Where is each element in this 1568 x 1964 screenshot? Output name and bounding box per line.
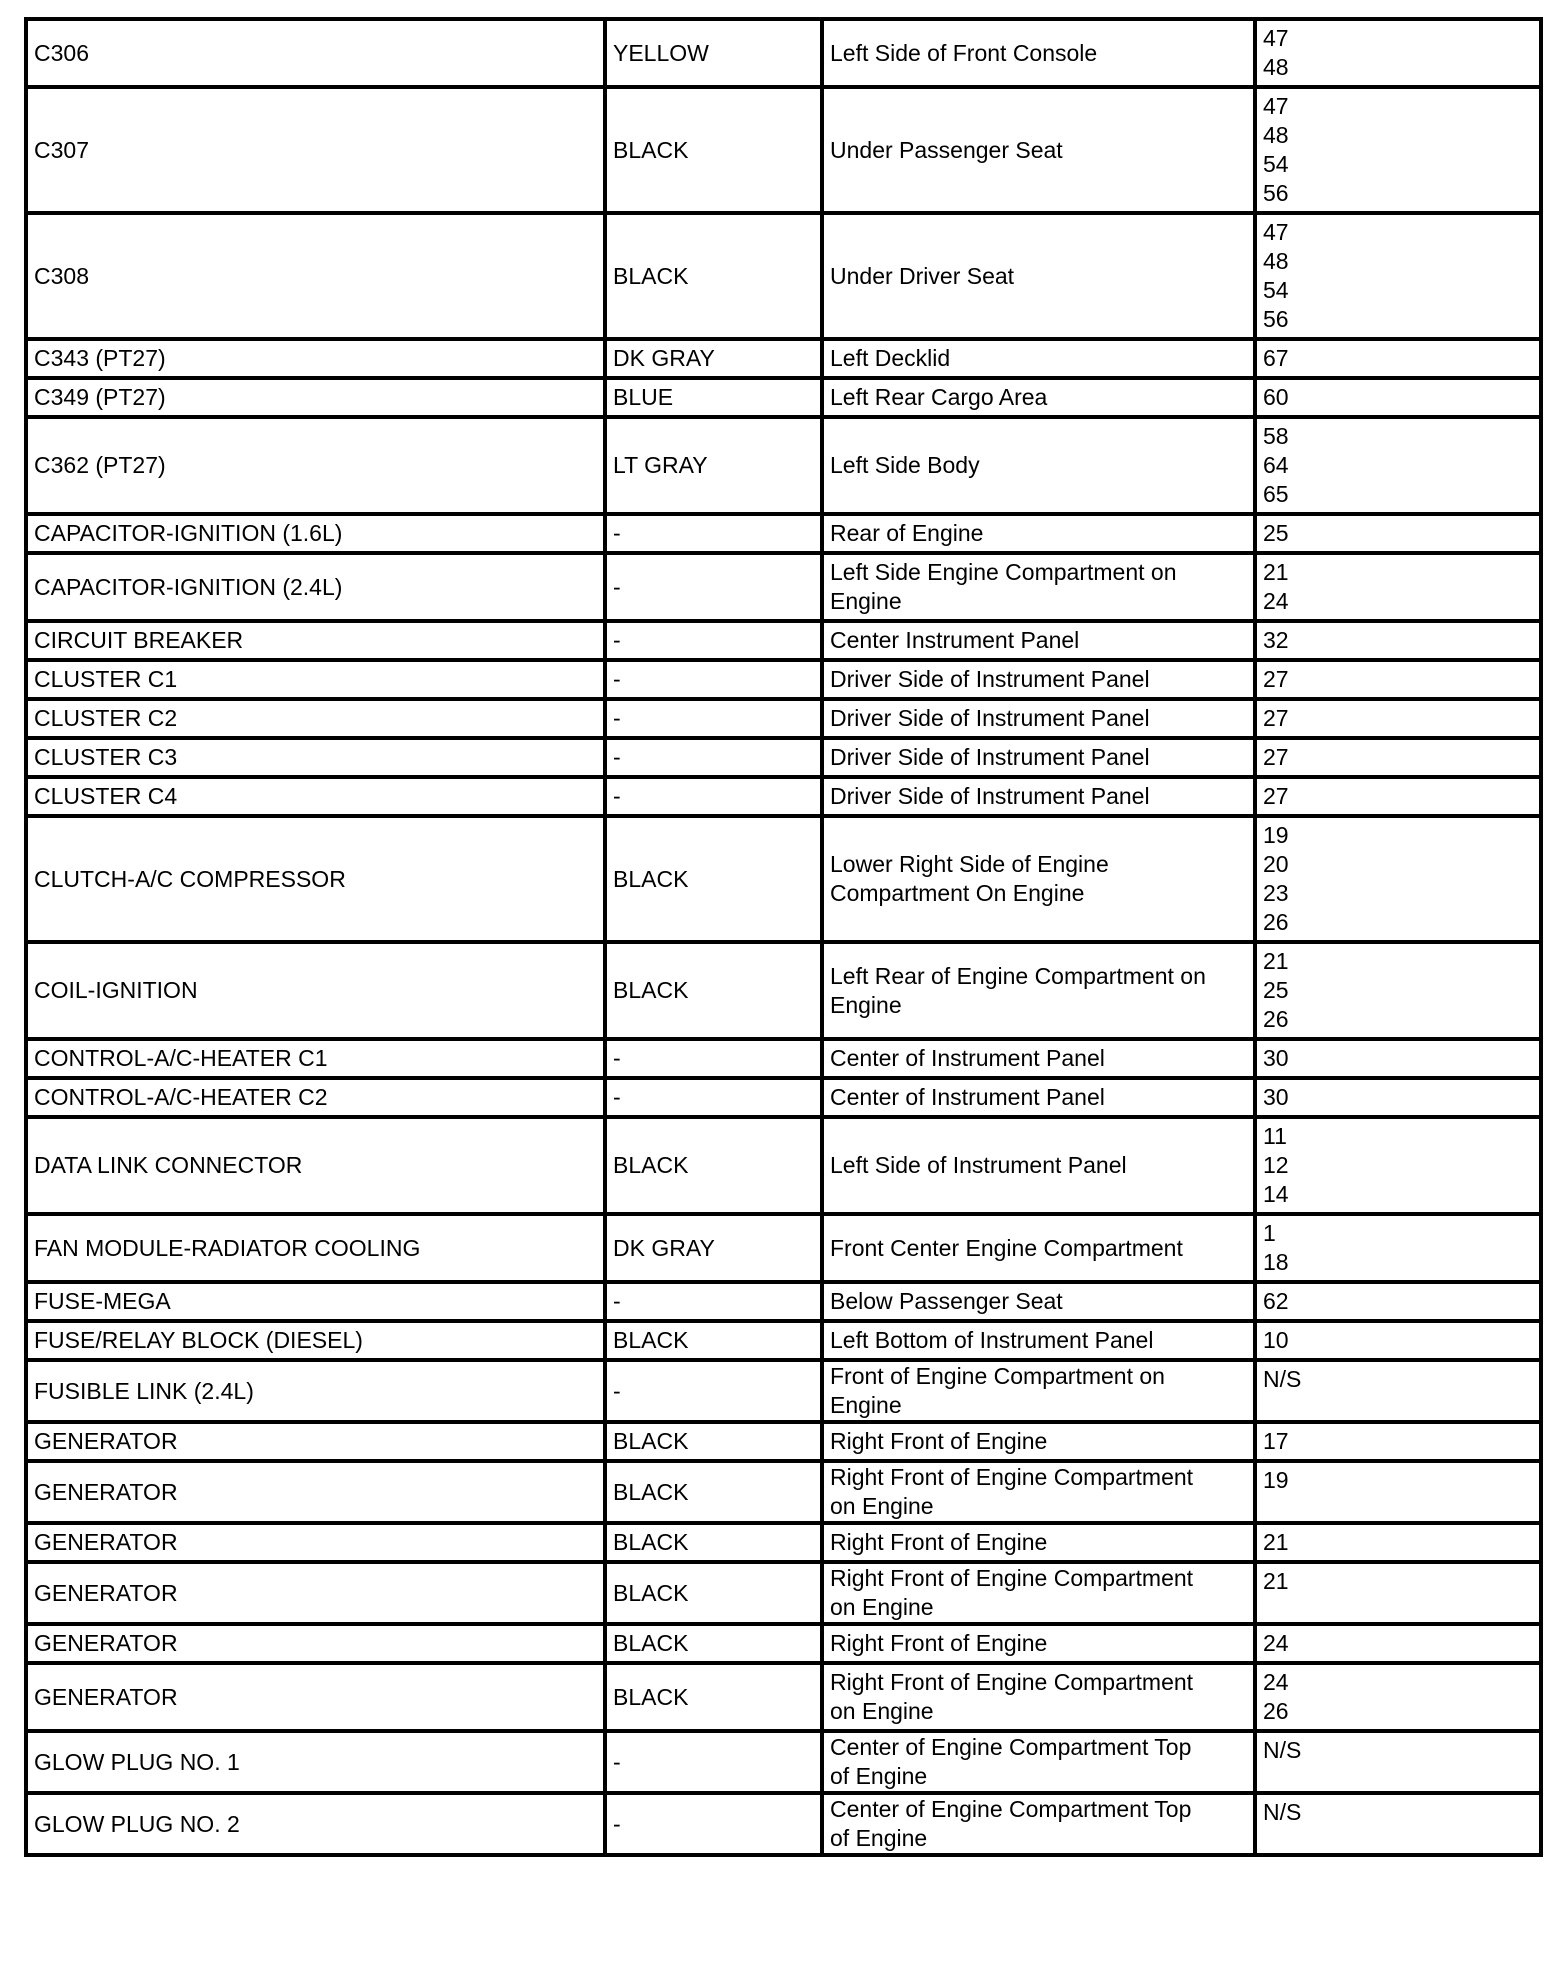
- table-row: [26, 19, 1541, 87]
- table-row: [26, 699, 1541, 738]
- location-line: Engine: [830, 1392, 902, 1418]
- location-line: of Engine: [830, 1763, 928, 1789]
- table-row: [26, 339, 1541, 378]
- page-number: 62: [1263, 1288, 1289, 1314]
- page-number: 27: [1263, 705, 1289, 731]
- location-line: Compartment On Engine: [830, 880, 1085, 906]
- connector-color-cell: -: [605, 514, 822, 553]
- connector-name-cell: GLOW PLUG NO. 2: [26, 1793, 605, 1855]
- page-number: 21: [1263, 1568, 1289, 1594]
- location-cell: [822, 553, 1255, 621]
- connector-color-cell: -: [605, 660, 822, 699]
- connector-color-cell: BLACK: [605, 1663, 822, 1731]
- table-row: [26, 942, 1541, 1039]
- location-line: Rear of Engine: [830, 520, 984, 546]
- connector-name-cell: FAN MODULE-RADIATOR COOLING: [26, 1214, 605, 1282]
- page-number: 21: [1263, 559, 1289, 585]
- location-cell: [822, 1461, 1255, 1523]
- connector-color-cell: -: [605, 738, 822, 777]
- connector-color-cell: -: [605, 1360, 822, 1422]
- connector-color-cell: BLACK: [605, 213, 822, 339]
- connector-name-cell: CIRCUIT BREAKER: [26, 621, 605, 660]
- location-line: Driver Side of Instrument Panel: [830, 744, 1150, 770]
- connector-color-cell: DK GRAY: [605, 1214, 822, 1282]
- page-number: 47: [1263, 219, 1289, 245]
- page-numbers-cell: [1255, 1422, 1541, 1461]
- connector-color-cell: -: [605, 1793, 822, 1855]
- page-number: 48: [1263, 122, 1289, 148]
- page-numbers-cell: [1255, 942, 1541, 1039]
- connector-name-cell: C362 (PT27): [26, 417, 605, 514]
- page-numbers-cell: [1255, 1282, 1541, 1321]
- table-row: [26, 1321, 1541, 1360]
- location-line: Center Instrument Panel: [830, 627, 1080, 653]
- location-line: Driver Side of Instrument Panel: [830, 666, 1150, 692]
- page-numbers-cell: [1255, 553, 1541, 621]
- location-line: on Engine: [830, 1493, 934, 1519]
- connector-color-cell: -: [605, 777, 822, 816]
- location-cell: [822, 738, 1255, 777]
- connector-name-cell: FUSIBLE LINK (2.4L): [26, 1360, 605, 1422]
- location-cell: [822, 621, 1255, 660]
- connector-color-cell: -: [605, 1731, 822, 1793]
- location-line: on Engine: [830, 1594, 934, 1620]
- page-number: 47: [1263, 25, 1289, 51]
- connector-name-cell: C307: [26, 87, 605, 213]
- page-number: 26: [1263, 1698, 1289, 1724]
- connector-name-cell: DATA LINK CONNECTOR: [26, 1117, 605, 1214]
- page-numbers-cell: [1255, 213, 1541, 339]
- connector-name-cell: CAPACITOR-IGNITION (2.4L): [26, 553, 605, 621]
- connector-color-cell: DK GRAY: [605, 339, 822, 378]
- connector-name-cell: COIL-IGNITION: [26, 942, 605, 1039]
- page-numbers-cell: [1255, 514, 1541, 553]
- page-number: 27: [1263, 666, 1289, 692]
- page-number: 24: [1263, 1669, 1289, 1695]
- location-line: Left Rear Cargo Area: [830, 384, 1048, 410]
- table-row: [26, 87, 1541, 213]
- page-numbers-cell: [1255, 699, 1541, 738]
- page-numbers-cell: [1255, 738, 1541, 777]
- page-number: 58: [1263, 423, 1289, 449]
- page-number: 21: [1263, 1529, 1289, 1555]
- connector-color-cell: BLUE: [605, 378, 822, 417]
- table-row: [26, 417, 1541, 514]
- connector-name-cell: C343 (PT27): [26, 339, 605, 378]
- table-row: [26, 1360, 1541, 1422]
- location-cell: [822, 1282, 1255, 1321]
- connector-name-cell: CLUSTER C4: [26, 777, 605, 816]
- location-line: Right Front of Engine Compartment: [830, 1669, 1194, 1695]
- table-row: [26, 1282, 1541, 1321]
- page-number: 1: [1263, 1220, 1276, 1246]
- table-row: [26, 1422, 1541, 1461]
- page-number: N/S: [1263, 1799, 1302, 1825]
- location-line: Center of Instrument Panel: [830, 1045, 1105, 1071]
- table-row: [26, 621, 1541, 660]
- connector-location-table: [24, 17, 1543, 1857]
- table-row: [26, 1624, 1541, 1663]
- location-cell: [822, 514, 1255, 553]
- page-number: 56: [1263, 180, 1289, 206]
- connector-color-cell: LT GRAY: [605, 417, 822, 514]
- page-numbers-cell: [1255, 1321, 1541, 1360]
- page-number: 30: [1263, 1045, 1289, 1071]
- table-row: [26, 660, 1541, 699]
- location-cell: [822, 417, 1255, 514]
- page-number: 24: [1263, 1630, 1289, 1656]
- connector-name-cell: CLUSTER C2: [26, 699, 605, 738]
- connector-color-cell: BLACK: [605, 1321, 822, 1360]
- connector-color-cell: BLACK: [605, 942, 822, 1039]
- page-number: N/S: [1263, 1737, 1302, 1763]
- connector-color-cell: -: [605, 621, 822, 660]
- page-number: 60: [1263, 384, 1289, 410]
- table-row: [26, 777, 1541, 816]
- page-number: 54: [1263, 151, 1289, 177]
- page-number: 26: [1263, 1006, 1289, 1032]
- page-number: 54: [1263, 277, 1289, 303]
- page-number: 48: [1263, 248, 1289, 274]
- location-cell: [822, 1039, 1255, 1078]
- page-numbers-cell: [1255, 1793, 1541, 1855]
- page-numbers-cell: [1255, 1117, 1541, 1214]
- location-line: Left Side Engine Compartment on: [830, 559, 1177, 585]
- connector-name-cell: CONTROL-A/C-HEATER C2: [26, 1078, 605, 1117]
- location-line: Lower Right Side of Engine: [830, 851, 1109, 877]
- page-numbers-cell: [1255, 1523, 1541, 1562]
- table-row: [26, 1663, 1541, 1731]
- connector-name-cell: CLUSTER C1: [26, 660, 605, 699]
- table-row: [26, 1523, 1541, 1562]
- location-cell: [822, 87, 1255, 213]
- location-line: Center of Engine Compartment Top: [830, 1734, 1192, 1760]
- page-number: 30: [1263, 1084, 1289, 1110]
- table-row: [26, 378, 1541, 417]
- connector-color-cell: -: [605, 1078, 822, 1117]
- table-row: [26, 816, 1541, 942]
- location-line: Left Side of Front Console: [830, 39, 1098, 66]
- table-row: [26, 1461, 1541, 1523]
- location-cell: [822, 1422, 1255, 1461]
- page-numbers-cell: [1255, 1663, 1541, 1731]
- connector-name-cell: GENERATOR: [26, 1422, 605, 1461]
- connector-color-cell: -: [605, 553, 822, 621]
- page-numbers-cell: [1255, 1078, 1541, 1117]
- location-line: Front of Engine Compartment on: [830, 1363, 1165, 1389]
- table-row: [26, 553, 1541, 621]
- location-cell: [822, 660, 1255, 699]
- connector-name-cell: CONTROL-A/C-HEATER C1: [26, 1039, 605, 1078]
- location-cell: [822, 339, 1255, 378]
- location-line: Left Bottom of Instrument Panel: [830, 1327, 1154, 1353]
- location-line: Left Decklid: [830, 345, 951, 371]
- page-number: 19: [1263, 822, 1289, 848]
- location-cell: [822, 1360, 1255, 1422]
- connector-color-cell: BLACK: [605, 1562, 822, 1624]
- connector-name-cell: GENERATOR: [26, 1624, 605, 1663]
- connector-name-cell: CAPACITOR-IGNITION (1.6L): [26, 514, 605, 553]
- page-number: 17: [1263, 1428, 1289, 1454]
- location-cell: [822, 378, 1255, 417]
- page-number: 11: [1263, 1123, 1287, 1149]
- location-line: Right Front of Engine: [830, 1529, 1048, 1555]
- connector-color-cell: -: [605, 1039, 822, 1078]
- page-number: 64: [1263, 452, 1289, 478]
- page-number: 12: [1263, 1152, 1289, 1178]
- page-numbers-cell: [1255, 1360, 1541, 1422]
- page-number: 21: [1263, 948, 1289, 974]
- page-numbers-cell: [1255, 1562, 1541, 1624]
- table-row: [26, 738, 1541, 777]
- page-number: 25: [1263, 977, 1289, 1003]
- location-line: Engine: [830, 991, 902, 1018]
- page-numbers-cell: [1255, 339, 1541, 378]
- connector-name-cell: CLUTCH-A/C COMPRESSOR: [26, 816, 605, 942]
- location-line: Driver Side of Instrument Panel: [830, 783, 1150, 809]
- location-line: Front Center Engine Compartment: [830, 1234, 1183, 1261]
- page-number: 24: [1263, 588, 1289, 614]
- location-line: Center of Instrument Panel: [830, 1084, 1105, 1110]
- location-line: Left Rear of Engine Compartment on: [830, 962, 1206, 989]
- table-row: [26, 1039, 1541, 1078]
- location-line: Center of Engine Compartment Top: [830, 1796, 1192, 1822]
- connector-name-cell: C308: [26, 213, 605, 339]
- connector-color-cell: BLACK: [605, 1422, 822, 1461]
- page-numbers-cell: [1255, 660, 1541, 699]
- location-cell: [822, 1793, 1255, 1855]
- table-row: [26, 1117, 1541, 1214]
- location-line: Right Front of Engine Compartment: [830, 1565, 1194, 1591]
- connector-name-cell: GENERATOR: [26, 1461, 605, 1523]
- location-line: of Engine: [830, 1825, 928, 1851]
- page-numbers-cell: [1255, 1731, 1541, 1793]
- page-numbers-cell: [1255, 621, 1541, 660]
- table-row: [26, 213, 1541, 339]
- location-cell: [822, 942, 1255, 1039]
- page-numbers-cell: [1255, 378, 1541, 417]
- page-numbers-cell: [1255, 417, 1541, 514]
- location-cell: [822, 816, 1255, 942]
- location-cell: [822, 19, 1255, 87]
- location-cell: [822, 1214, 1255, 1282]
- page-number: 27: [1263, 744, 1289, 770]
- location-line: Engine: [830, 588, 902, 614]
- connector-color-cell: -: [605, 699, 822, 738]
- page-number: 18: [1263, 1249, 1289, 1275]
- connector-name-cell: CLUSTER C3: [26, 738, 605, 777]
- page-number: 56: [1263, 306, 1289, 332]
- connector-color-cell: BLACK: [605, 87, 822, 213]
- page-number: 14: [1263, 1181, 1289, 1207]
- page-numbers-cell: [1255, 1624, 1541, 1663]
- page-number: 65: [1263, 481, 1289, 507]
- location-line: Under Passenger Seat: [830, 136, 1063, 163]
- page-number: 23: [1263, 880, 1289, 906]
- location-cell: [822, 1663, 1255, 1731]
- page-number: 20: [1263, 851, 1289, 877]
- location-cell: [822, 699, 1255, 738]
- connector-name-cell: FUSE/RELAY BLOCK (DIESEL): [26, 1321, 605, 1360]
- table-row: [26, 1214, 1541, 1282]
- page-number: 10: [1263, 1327, 1289, 1353]
- page-number: 67: [1263, 345, 1289, 371]
- location-line: Left Side Body: [830, 452, 980, 478]
- table-body: [26, 19, 1541, 1855]
- location-cell: [822, 1624, 1255, 1663]
- location-line: on Engine: [830, 1698, 934, 1724]
- connector-color-cell: BLACK: [605, 1624, 822, 1663]
- page-number: 19: [1263, 1467, 1289, 1493]
- connector-color-cell: BLACK: [605, 816, 822, 942]
- location-line: Left Side of Instrument Panel: [830, 1152, 1127, 1178]
- page-numbers-cell: [1255, 19, 1541, 87]
- page-number: 48: [1263, 54, 1289, 80]
- location-cell: [822, 1078, 1255, 1117]
- page-number: 27: [1263, 783, 1289, 809]
- connector-name-cell: GENERATOR: [26, 1663, 605, 1731]
- location-cell: [822, 1321, 1255, 1360]
- connector-name-cell: C306: [26, 19, 605, 87]
- page-number: N/S: [1263, 1366, 1302, 1392]
- page-numbers-cell: [1255, 1461, 1541, 1523]
- connector-name-cell: GLOW PLUG NO. 1: [26, 1731, 605, 1793]
- page-number: 25: [1263, 520, 1289, 546]
- location-line: Below Passenger Seat: [830, 1288, 1063, 1314]
- page-numbers-cell: [1255, 1039, 1541, 1078]
- page-numbers-cell: [1255, 87, 1541, 213]
- table-row: [26, 1562, 1541, 1624]
- connector-name-cell: C349 (PT27): [26, 378, 605, 417]
- page-number: 32: [1263, 627, 1289, 653]
- table-row: [26, 514, 1541, 553]
- location-cell: [822, 777, 1255, 816]
- location-line: Right Front of Engine Compartment: [830, 1464, 1194, 1490]
- page-numbers-cell: [1255, 816, 1541, 942]
- connector-name-cell: FUSE-MEGA: [26, 1282, 605, 1321]
- page-numbers-cell: [1255, 777, 1541, 816]
- location-cell: [822, 1117, 1255, 1214]
- connector-color-cell: BLACK: [605, 1117, 822, 1214]
- page-numbers-cell: [1255, 1214, 1541, 1282]
- connector-color-cell: -: [605, 1282, 822, 1321]
- page-number: 26: [1263, 909, 1289, 935]
- connector-color-cell: BLACK: [605, 1461, 822, 1523]
- connector-color-cell: YELLOW: [605, 19, 822, 87]
- location-line: Right Front of Engine: [830, 1428, 1048, 1454]
- location-line: Under Driver Seat: [830, 262, 1015, 289]
- connector-color-cell: BLACK: [605, 1523, 822, 1562]
- location-cell: [822, 213, 1255, 339]
- location-cell: [822, 1523, 1255, 1562]
- location-cell: [822, 1562, 1255, 1624]
- page-number: 47: [1263, 93, 1289, 119]
- location-line: Driver Side of Instrument Panel: [830, 705, 1150, 731]
- table-row: [26, 1793, 1541, 1855]
- connector-name-cell: GENERATOR: [26, 1562, 605, 1624]
- table-row: [26, 1078, 1541, 1117]
- location-cell: [822, 1731, 1255, 1793]
- table-row: [26, 1731, 1541, 1793]
- location-line: Right Front of Engine: [830, 1630, 1048, 1656]
- connector-name-cell: GENERATOR: [26, 1523, 605, 1562]
